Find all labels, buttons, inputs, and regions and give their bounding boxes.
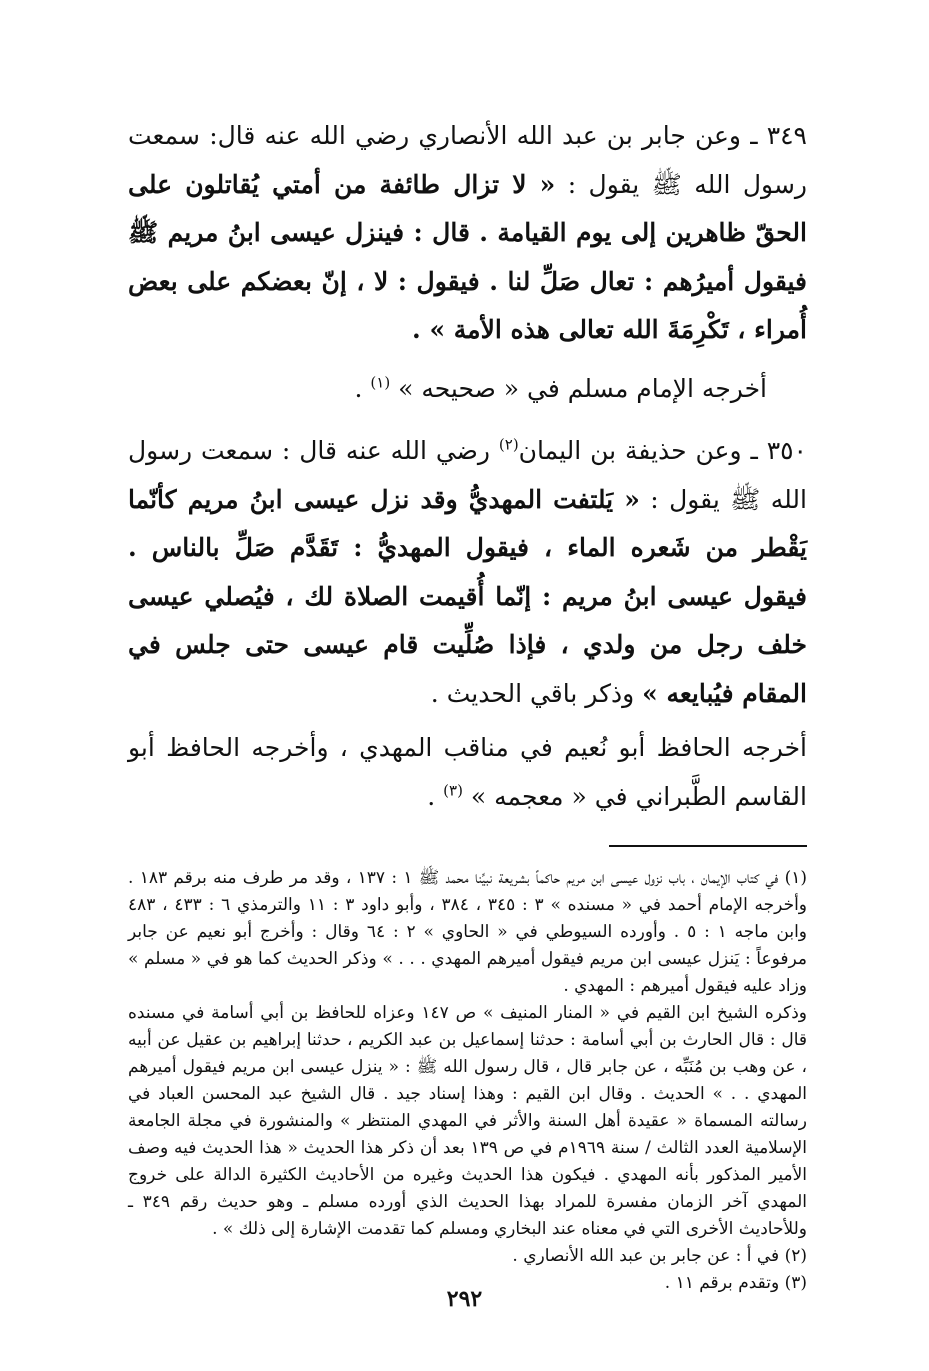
page-number: ٢٩٢ bbox=[446, 1286, 483, 1312]
hadith-350-text: « يَلتفت المهديُّ وقد نزل عيسى ابنُ مريم كأنّما يَقْطر من شَعره الماء ، فيقول المهديُّ : تَقَدَّم صَلِّ بالناس . فيقول عيسى ابنُ مريم : إنّما أُقيمت الصلاة لك ، فيُصلي عيسى خلف رجل من ولدي ، فإذا صُلِّيت قام عيسى حتى جلس في المقام فيُبايعه » bbox=[128, 484, 807, 708]
hadith-349-text: « لا تزال طائفة من أمتي يُقاتلون على الحقّ ظاهرين إلى يوم القيامة . قال : فينزل عيسى ابنُ مريم ﷺ فيقول أميرُهم : تعال صَلِّ لنا . فيقول : لا ، إنّ بعضكم على بعض أُمراء ، تَكْرِمَةَ الله تعالى هذه الأمة » . bbox=[128, 169, 807, 344]
hadith-350-intro-b: رضي الله عنه قال : سمعت رسول الله ﷺ يقول : bbox=[128, 436, 807, 514]
hadith-350-tail: وذكر باقي الحديث . bbox=[430, 678, 643, 708]
footnote-2: (٢) في أ : عن جابر بن عبد الله الأنصاري . bbox=[512, 1246, 807, 1266]
footnote-separator bbox=[609, 845, 807, 847]
footnote-1-part-2: وذكره الشيخ ابن القيم في « المنار المنيف » ص ١٤٧ وعزاه للحافظ بن أبي أسامة في مسنده قال : قال الحارث بن أبي أسامة : حدثنا إسماعيل بن عبد الكريم ، حدثنا إبراهيم بن عقيل عن أبيه ، عن وهب بن مُنَبِّه ، عن جابر قال ، قال رسول الله ﷺ : « ينزل عيسى ابن مريم فيقول أميرهم المهدي . . » الحديث . وقال ابن القيم : وهذا إسناد جيد . قال الشيخ عبد المحسن العباد في رسالته المسماة « عقيدة أهل السنة والأثر في المهدي المنتظر » والمنشورة في مجلة الجامعة الإسلامية العدد الثالث / سنة ١٩٦٩م في ص ١٣٩ بعد أن ذكر هذا الحديث « هذا الحديث فيه وصف الأمير المذكور بأنه المهدي . فيكون هذا الحديث وغيره من الأحاديث الكثيرة الدالة على خروج المهدي آخر الزمان مفسرة للمراد بهذا الحديث الذي أورده مسلم ـ وهو حديث رقم ٣٤٩ ـ وللأحاديث الأخرى التي في معناه عند البخاري ومسلم كما تقدمت الإشارة إلى ذلك » . bbox=[128, 1003, 808, 1239]
footnote-ref-3: (٣) bbox=[443, 781, 463, 800]
footnote-1-part-1: (١) في كتاب الإيمان ، باب نزول عيسى ابن مريم حاكماً بشريعة نبيِّنا محمد ﷺ ١ : ١٣٧ ، وقد مر طرف منه برقم ١٨٣ . وأخرجه الإمام أحمد في « مسنده » ٣ : ٣٤٥ ، ٣٨٤ ، وأبو داود ٣ : ١١ والترمذي ٦ : ٤٣٣ ، ٤٨٣ وابن ماجه ١ : ٥ . وأورده السيوطي في « الحاوي » ٢ : ٦٤ وقال : وأخرج أبو نعيم عن جابر مرفوعاً : يَنزل عيسى ابن مريم فيقول أميرهم المهدي . . . » وذكر الحديث كما هو في « مسلم » وزاد عليه فيقول أميرهم : المهدي . bbox=[128, 868, 808, 996]
hadith-349-intro: ٣٤٩ ـ وعن جابر بن عبد الله الأنصاري رضي الله عنه قال: سمعت رسول الله ﷺ يقول : bbox=[128, 121, 807, 199]
main-text bbox=[128, 112, 807, 821]
takhrij-349-end: . bbox=[354, 373, 371, 403]
footnote-ref-2: (٢) bbox=[498, 435, 519, 454]
takhrij-350-end: . bbox=[427, 781, 444, 811]
hadith-350 bbox=[128, 427, 807, 718]
footnote-ref-1: (١) bbox=[370, 373, 391, 392]
footnotes bbox=[128, 865, 807, 1297]
takhrij-350 bbox=[128, 724, 807, 821]
footnote-3: (٣) وتقدم برقم ١١ . bbox=[664, 1273, 807, 1293]
hadith-350-intro-a: ٣٥٠ ـ وعن حذيفة بن اليمان bbox=[518, 436, 807, 465]
takhrij-350-text: أخرجه الحافظ أبو نُعيم في مناقب المهدي ، وأخرجه الحافظ أبو القاسم الطَّبراني في « معجمه » bbox=[128, 733, 807, 811]
takhrij-349 bbox=[128, 365, 807, 414]
hadith-349 bbox=[128, 112, 807, 355]
takhrij-349-text: أخرجه الإمام مسلم في « صحيحه » bbox=[398, 373, 767, 403]
